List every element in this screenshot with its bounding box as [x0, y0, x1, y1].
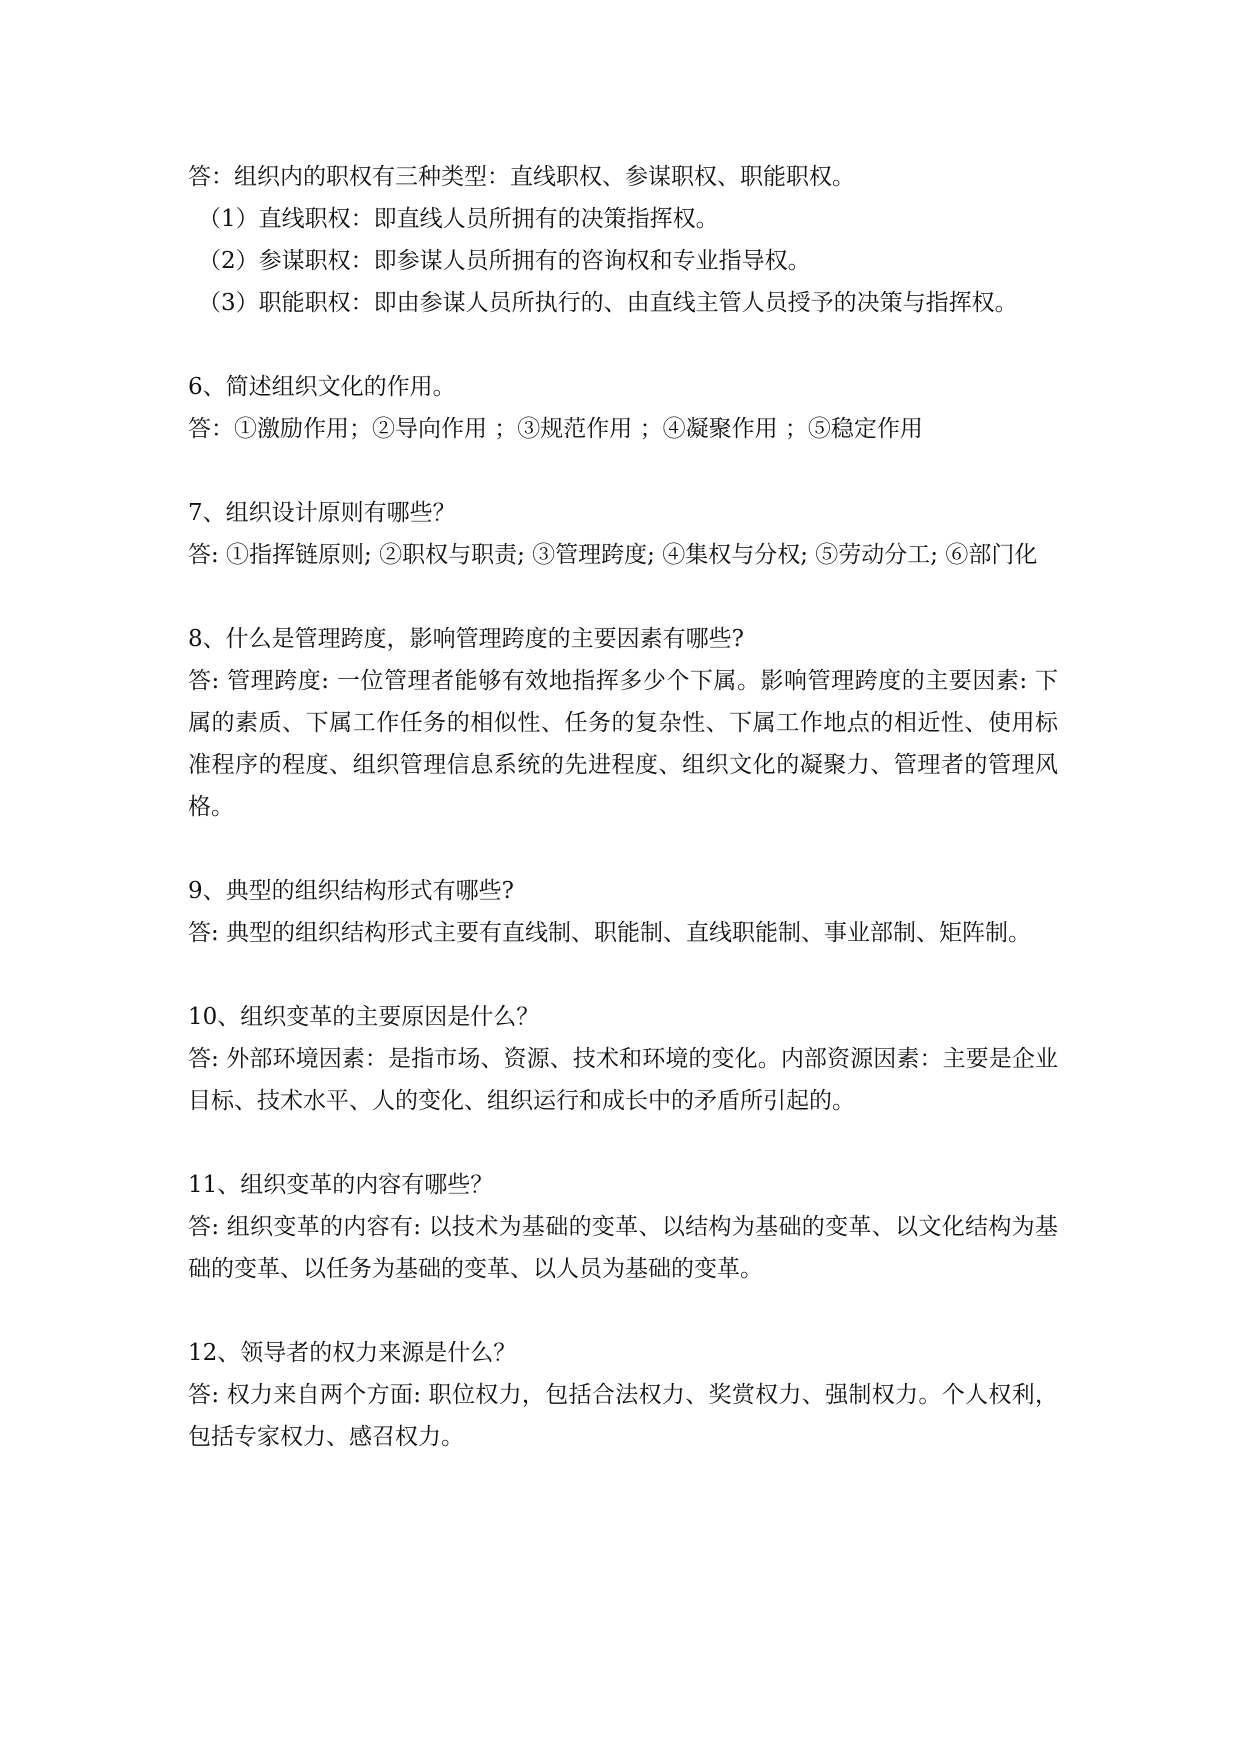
qa-block-8 [188, 618, 1058, 828]
paragraph-gap [188, 828, 1058, 870]
question-text: 11、组织变革的内容有哪些？ [188, 1172, 494, 1198]
paragraph-gap [188, 1122, 1058, 1164]
answer-line: 答：组织内的职权有三种类型：直线职权、参谋职权、职能职权。 [188, 164, 855, 190]
answer-line: （3）职能职权：即由参谋人员所执行的、由直线主管人员授予的决策与指挥权。 [198, 290, 1018, 316]
answer-line: （1）直线职权：即直线人员所拥有的决策指挥权。 [198, 206, 719, 232]
qa-block-11 [188, 1164, 1058, 1290]
answer-text: 答: 组织变革的内容有: 以技术为基础的变革、以结构为基础的变革、以文化结构为基础的变革、以任务为基础的变革、以人员为基础的变革。 [188, 1214, 1058, 1282]
question-text: 7、组织设计原则有哪些？ [188, 500, 456, 526]
question-text: 8、什么是管理跨度，影响管理跨度的主要因素有哪些? [188, 626, 744, 652]
answer-line: （2）参谋职权：即参谋人员所拥有的咨询权和专业指导权。 [198, 248, 811, 274]
answer-text: 答: ①指挥链原则; ②职权与职责; ③管理跨度; ④集权与分权; ⑤劳动分工; ⑥部门化 [188, 542, 1038, 568]
question-text: 9、典型的组织结构形式有哪些? [188, 878, 514, 904]
answer-text: 答: 权力来自两个方面: 职位权力，包括合法权力、奖赏权力、强制权力。个人权利，包括专家权力、感召权力。 [188, 1382, 1058, 1450]
paragraph-gap [188, 954, 1058, 996]
paragraph-gap [188, 450, 1058, 492]
question-text: 6、简述组织文化的作用。 [188, 374, 456, 400]
qa-block-9 [188, 870, 1058, 954]
answer-text: 答: 外部环境因素：是指市场、资源、技术和环境的变化。内部资源因素：主要是企业目标、技术水平、人的变化、组织运行和成长中的矛盾所引起的。 [188, 1046, 1058, 1114]
answer-text: 答: 典型的组织结构形式主要有直线制、职能制、直线职能制、事业部制、矩阵制。 [188, 920, 1032, 946]
paragraph-gap [188, 576, 1058, 618]
qa-block-10 [188, 996, 1058, 1122]
qa-block-7 [188, 492, 1058, 576]
answer-block-5 [188, 156, 1058, 324]
qa-block-12 [188, 1332, 1058, 1458]
paragraph-gap [188, 324, 1058, 366]
answer-text: 答：①激励作用；②导向作用 ；③规范作用 ；④凝聚作用 ；⑤稳定作用 [188, 416, 923, 442]
answer-text: 答: 管理跨度: 一位管理者能够有效地指挥多少个下属。影响管理跨度的主要因素: 下属的素质、下属工作任务的相似性、任务的复杂性、下属工作地点的相近性、使用标准程序的程度、组织管理信息系统的先进程度、组织文化的凝聚力、管理者的管理风格。 [188, 668, 1058, 820]
question-text: 10、组织变革的主要原因是什么？ [188, 1004, 540, 1030]
paragraph-gap [188, 1290, 1058, 1332]
question-text: 12、领导者的权力来源是什么？ [188, 1340, 517, 1366]
qa-block-6 [188, 366, 1058, 450]
document-page [188, 156, 1058, 1458]
